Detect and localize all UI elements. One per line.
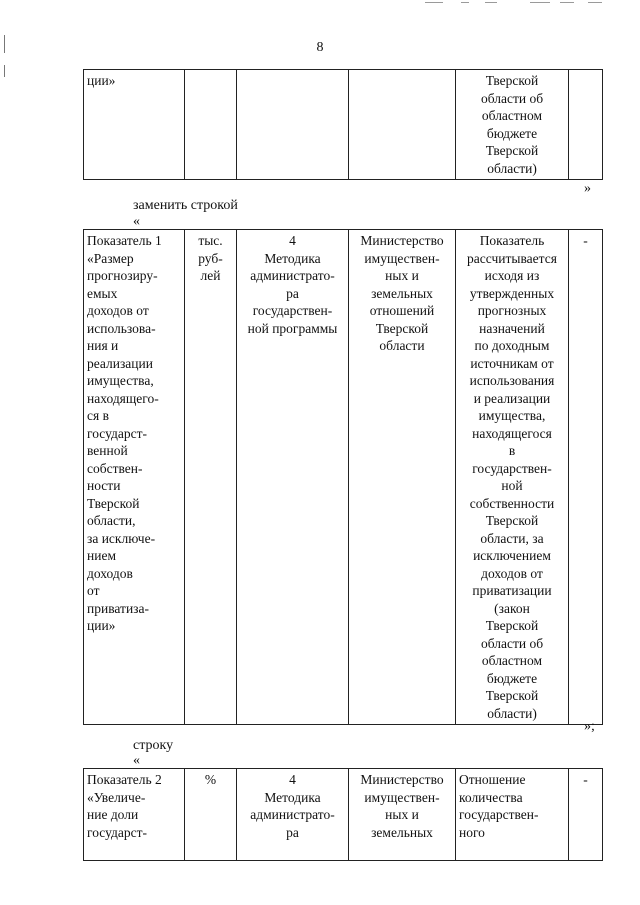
scan-artifact [485, 2, 497, 3]
table-indicator-2 [83, 768, 603, 861]
unit-cell: тыс. руб- лей [185, 230, 237, 725]
scan-artifact [530, 2, 550, 3]
indicator-name-cell: Показатель 1 «Размер прогнозиру- емых доходов от использова- ния и реализации имущества, находящего- ся в государст- венной собствен- ности Тверской области, за исключе- нием доходов от приватиза- ции» [84, 230, 185, 725]
method-cell: 4 Методика администрато- ра государствен- ной программы [237, 230, 349, 725]
closing-quote: » [584, 181, 591, 196]
table-cell [569, 70, 603, 180]
unit-cell: % [185, 769, 237, 861]
instruction-text: заменить строкой [133, 198, 238, 213]
table-row [84, 769, 603, 861]
table-cell [185, 70, 237, 180]
scan-artifact [560, 2, 574, 3]
opening-quote: « [133, 214, 140, 229]
table-cell: ции» [84, 70, 185, 180]
closing-quote: »; [584, 719, 595, 734]
table-cell [349, 70, 456, 180]
table-cell: Тверской области об областном бюджете Тверской области) [456, 70, 569, 180]
method-cell: 4 Методика администрато- ра [237, 769, 349, 861]
table-top-fragment [83, 69, 603, 180]
calculation-cell: Отношение количества государствен- ного [456, 769, 569, 861]
calculation-cell: Показатель рассчитывается исходя из утвержденных прогнозных назначений по доходным источникам от использования и реализации имущества, находящегося в государствен- ной собственности Тверской области, за исключением доходов от приватизации (закон Тверской области об областном бюджете Тверской области) [456, 230, 569, 725]
table-row [84, 230, 603, 725]
table-indicator-1 [83, 229, 603, 725]
table-row [84, 70, 603, 180]
scan-artifact [461, 2, 469, 3]
indicator-name-cell: Показатель 2 «Увеличе- ние доли государст- [84, 769, 185, 861]
responsible-cell: Министерство имуществен- ных и земельных отношений Тверской области [349, 230, 456, 725]
responsible-cell: Министерство имуществен- ных и земельных [349, 769, 456, 861]
scan-artifact [4, 65, 5, 77]
extra-cell: - [569, 230, 603, 725]
scan-artifact [588, 2, 602, 3]
table-cell [237, 70, 349, 180]
page-number: 8 [316, 40, 324, 55]
opening-quote: « [133, 753, 140, 768]
instruction-text: строку [133, 738, 174, 753]
scan-artifact [425, 2, 443, 3]
extra-cell: - [569, 769, 603, 861]
